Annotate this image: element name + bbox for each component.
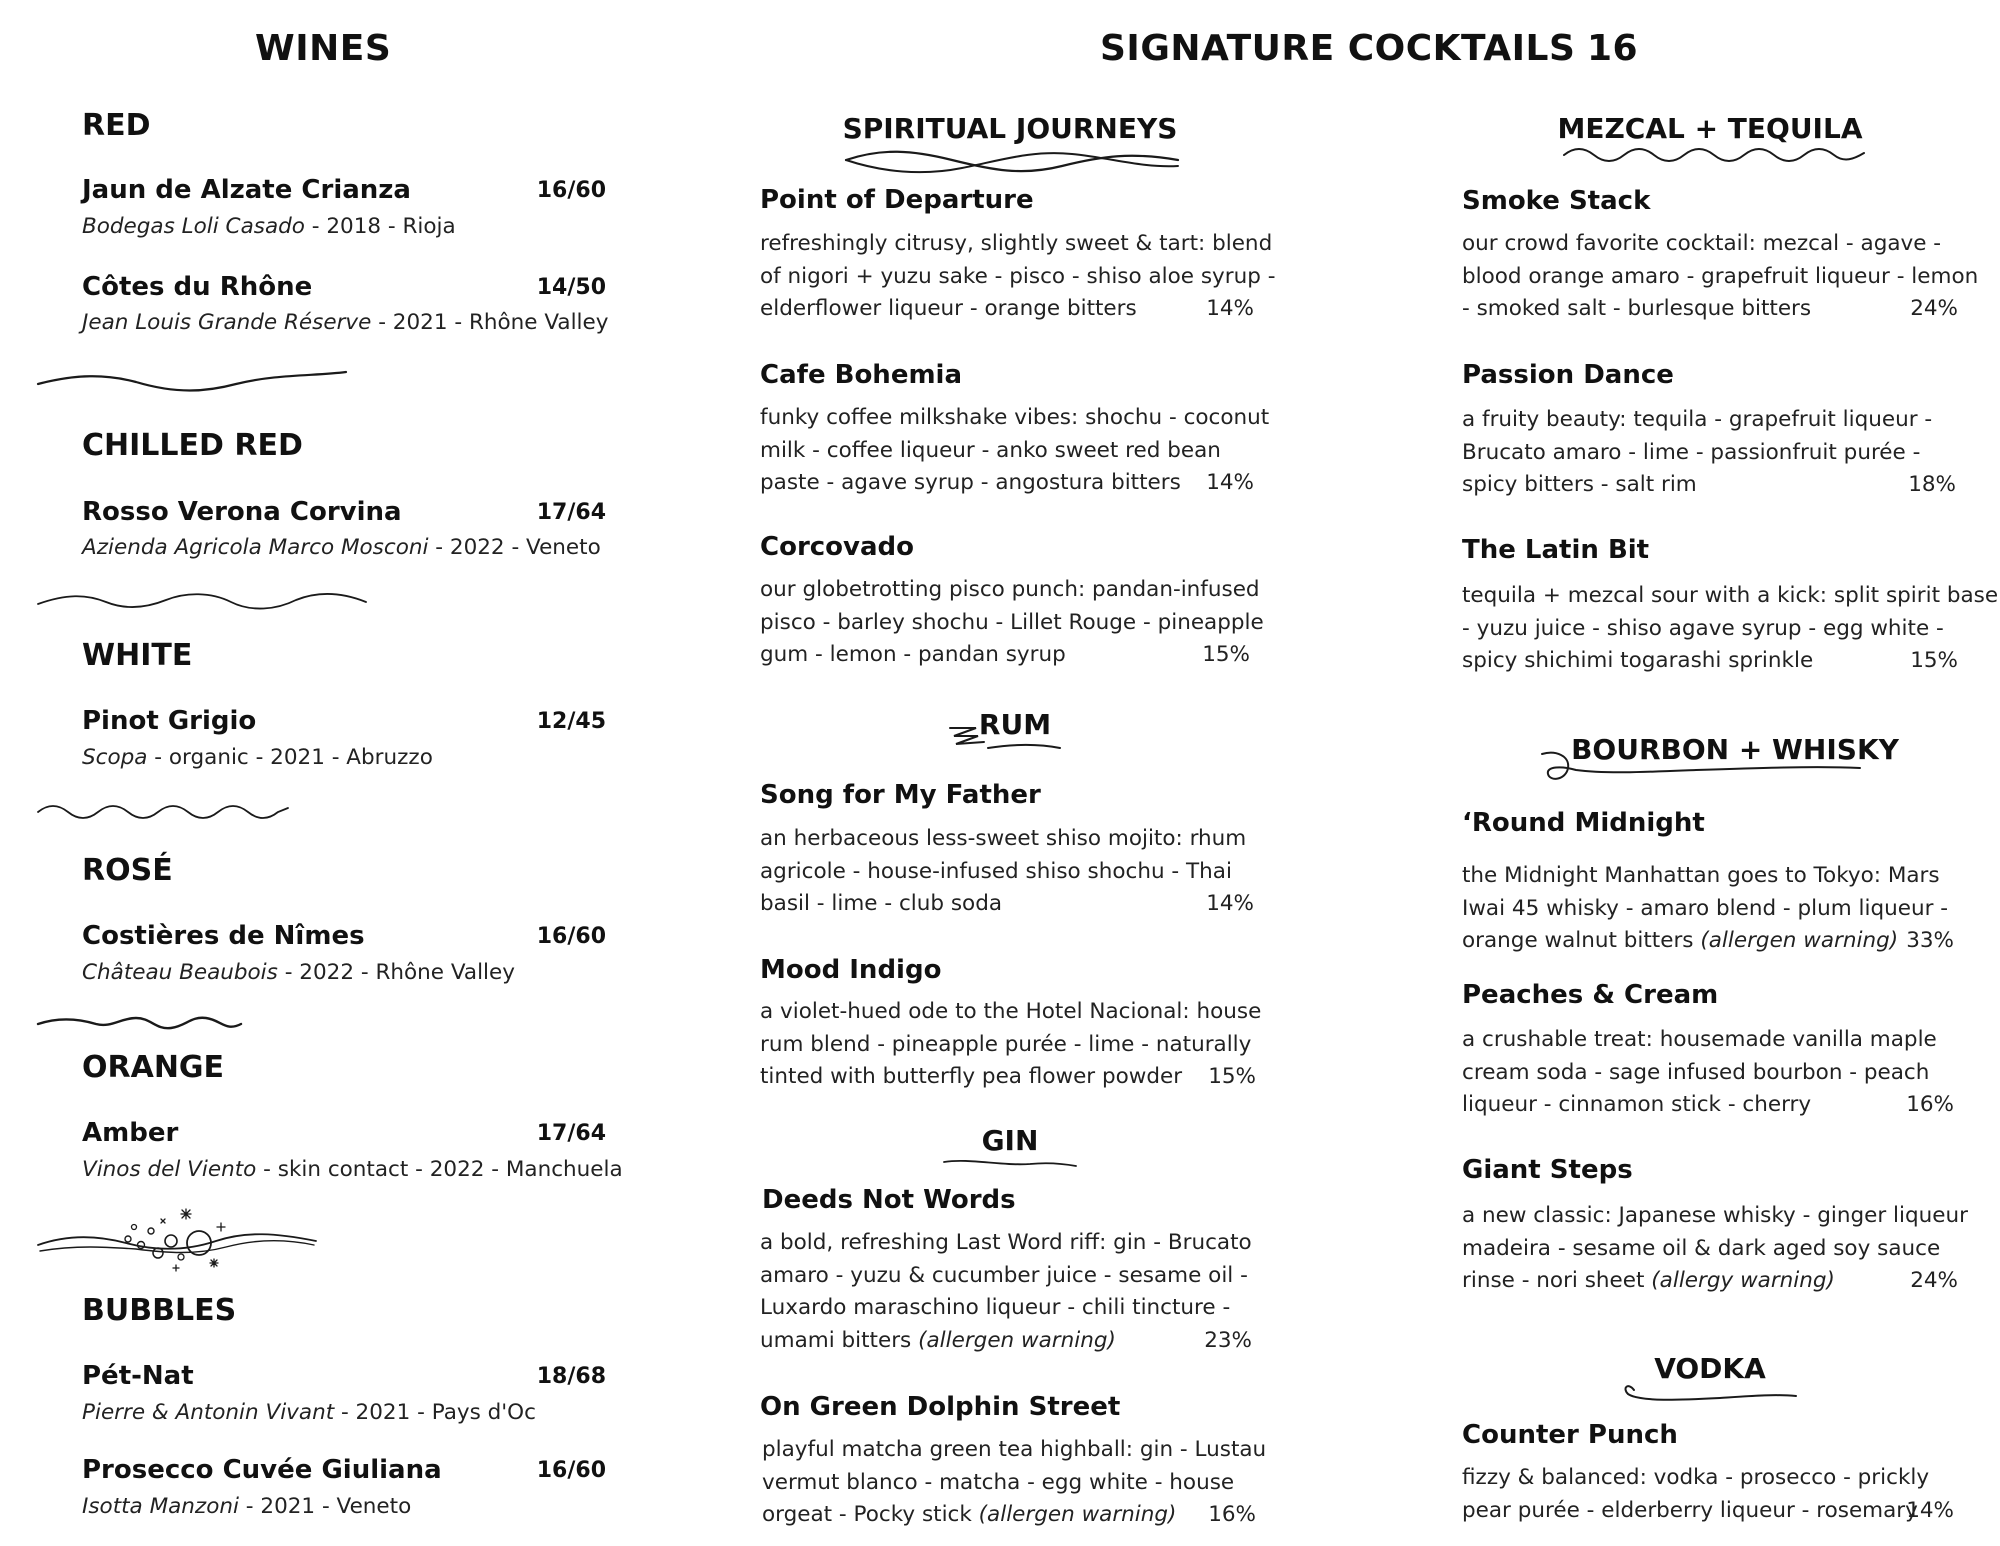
description-line-text: rinse - nori sheet — [1462, 1268, 1652, 1293]
wine-producer: Scopa — [82, 745, 148, 770]
description-line: pisco - barley shochu - Lillet Rouge - pineapple — [760, 609, 1264, 635]
allergen-note: (allergen warning) — [1700, 928, 1899, 953]
wine-details — [82, 745, 433, 770]
squiggle-divider — [36, 588, 376, 618]
wine-producer: Pierre & Antonin Vivant — [82, 1400, 335, 1425]
wave-underline — [940, 1156, 1080, 1172]
abv-percentage: 14% — [1206, 470, 1254, 495]
description-line: - yuzu juice - shiso agave syrup - egg white - — [1462, 615, 1944, 641]
wine-details — [82, 1400, 536, 1425]
wine-price: 16/60 — [536, 924, 606, 949]
abv-percentage: 33% — [1906, 928, 1954, 953]
section-heading-spiritual-journeys: SPIRITUAL JOURNEYS — [842, 112, 1178, 145]
description-line-text: - smoked salt - burlesque bitters — [1462, 296, 1812, 321]
abv-percentage: 24% — [1910, 1268, 1958, 1293]
wine-price: 12/45 — [536, 709, 606, 734]
wine-name: Costières de Nîmes — [82, 921, 365, 951]
wine-vintage-region: - 2021 - Veneto — [238, 1494, 412, 1519]
wine-vintage-region: - 2021 - Rhône Valley — [371, 310, 609, 335]
description-line — [1462, 293, 1958, 326]
squiggle-divider — [36, 800, 296, 824]
wine-details — [82, 535, 601, 560]
description-line: refreshingly citrusy, slightly sweet & tart: blend — [760, 231, 1273, 256]
abv-percentage: 23% — [1204, 1327, 1252, 1353]
description-line — [760, 639, 1250, 672]
wine-producer: Isotta Manzoni — [82, 1494, 239, 1519]
wine-producer: Jean Louis Grande Réserve — [82, 310, 372, 335]
description-line-text: liqueur - cinnamon stick - cherry — [1462, 1092, 1812, 1117]
description-line: amaro - yuzu & cucumber juice - sesame oil - — [760, 1262, 1248, 1288]
description-line: Luxardo maraschino liqueur - chili tincture - — [760, 1295, 1231, 1320]
description-line — [1462, 645, 1958, 678]
abv-percentage: 16% — [1208, 1502, 1256, 1527]
description-line — [1462, 1089, 1954, 1122]
cocktail-name: ‘Round Midnight — [1462, 808, 1705, 838]
abv-percentage: 16% — [1906, 1092, 1954, 1117]
description-line — [760, 888, 1254, 921]
wine-price: 17/64 — [536, 500, 606, 525]
swirl-underline — [1620, 1378, 1800, 1408]
description-line-text: orgeat - Pocky stick — [762, 1502, 979, 1527]
section-heading-mezcal-tequila: MEZCAL + TEQUILA — [1557, 112, 1863, 145]
description-line: a bold, refreshing Last Word riff: gin - Brucato — [760, 1230, 1252, 1255]
section-heading-vodka: VODKA — [1654, 1352, 1766, 1385]
bubbles-divider-illustration — [36, 1205, 326, 1275]
description-line: of nigori + yuzu sake - pisco - shiso aloe syrup - — [760, 263, 1276, 289]
allergen-note: (allergen warning) — [978, 1502, 1177, 1527]
description-line-text: elderflower liqueur - orange bitters — [760, 296, 1137, 321]
cocktail-description — [760, 402, 1270, 500]
wine-price: 16/60 — [536, 178, 606, 203]
description-line-text: orange walnut bitters — [1462, 928, 1701, 953]
description-line-text: basil - lime - club soda — [760, 891, 1003, 916]
description-line — [760, 293, 1254, 326]
abv-percentage: 14% — [1206, 296, 1254, 321]
description-line: a crushable treat: housemade vanilla maple — [1462, 1027, 1937, 1052]
description-line — [1462, 925, 1954, 958]
section-heading-bourbon-whisky: BOURBON + WHISKY — [1571, 733, 1899, 766]
cocktail-description — [1462, 1024, 1954, 1122]
cocktail-description — [1462, 580, 1999, 678]
wine-producer: Bodegas Loli Casado — [82, 214, 305, 239]
wine-vintage-region: - skin contact - 2022 - Manchuela — [256, 1157, 623, 1182]
wine-name: Amber — [82, 1118, 179, 1148]
description-line — [1462, 1265, 1958, 1298]
description-line: a new classic: Japanese whisky - ginger liqueur — [1462, 1203, 1968, 1228]
cocktail-name: Point of Departure — [760, 185, 1034, 215]
description-line: the Midnight Manhattan goes to Tokyo: Mars — [1462, 863, 1940, 888]
description-line-text: pear purée - elderberry liqueur - rosemary — [1462, 1497, 1918, 1523]
description-line: tequila + mezcal sour with a kick: split spirit base — [1462, 583, 1999, 608]
wine-details — [82, 310, 608, 335]
wine-category-orange: ORANGE — [82, 1050, 225, 1085]
description-line — [760, 1061, 1256, 1094]
cocktail-description — [1462, 860, 1954, 958]
description-line — [762, 1499, 1256, 1532]
cocktail-description — [760, 1227, 1252, 1357]
cocktail-name: Deeds Not Words — [762, 1185, 1016, 1215]
wine-details — [82, 214, 456, 239]
wine-details — [82, 1494, 411, 1519]
cocktail-description — [1462, 228, 1979, 326]
wine-producer: Azienda Agricola Marco Mosconi — [82, 535, 429, 560]
description-line — [1462, 1495, 1954, 1528]
wine-name: Rosso Verona Corvina — [82, 497, 402, 527]
abv-percentage: 15% — [1202, 642, 1250, 667]
wine-name: Prosecco Cuvée Giuliana — [82, 1455, 442, 1485]
description-line-text: tinted with butterfly pea flower powder — [760, 1064, 1183, 1089]
wine-vintage-region: - 2018 - Rioja — [304, 214, 456, 239]
description-line — [760, 467, 1254, 500]
wine-name: Pét-Nat — [82, 1361, 194, 1391]
description-line: agricole - house-infused shiso shochu - Thai — [760, 858, 1232, 884]
cocktail-name: Passion Dance — [1462, 360, 1674, 390]
wine-vintage-region: - organic - 2021 - Abruzzo — [147, 745, 433, 770]
cocktail-name: Peaches & Cream — [1462, 980, 1719, 1010]
abv-percentage: 15% — [1208, 1064, 1256, 1089]
cocktail-name: Counter Punch — [1462, 1420, 1678, 1450]
description-line-text: paste - agave syrup - angostura bitters — [760, 470, 1181, 495]
wine-details — [82, 960, 515, 985]
description-line-text: spicy bitters - salt rim — [1462, 472, 1697, 497]
squiggle-divider — [36, 368, 356, 398]
wines-title: WINES — [255, 28, 392, 69]
cocktails-price: 16 — [1587, 28, 1639, 69]
section-heading-gin: GIN — [981, 1124, 1039, 1157]
description-line: fizzy & balanced: vodka - prosecco - prickly — [1462, 1465, 1930, 1490]
cocktail-description — [760, 228, 1276, 326]
description-line-text: umami bitters — [760, 1327, 919, 1353]
wine-name: Côtes du Rhône — [82, 272, 313, 302]
wine-category-white: WHITE — [82, 638, 193, 673]
cocktails-title: SIGNATURE COCKTAILS — [1100, 28, 1576, 69]
wine-price: 17/64 — [536, 1121, 606, 1146]
description-line: cream soda - sage infused bourbon - peach — [1462, 1059, 1930, 1085]
wine-price: 14/50 — [536, 275, 606, 300]
cocktail-description — [1462, 1462, 1954, 1527]
swirl-underline — [1536, 748, 1866, 798]
wine-producer: Château Beaubois — [82, 960, 278, 985]
cocktail-description — [762, 1434, 1267, 1532]
abv-percentage: 24% — [1910, 296, 1958, 321]
wine-name: Jaun de Alzate Crianza — [82, 175, 411, 205]
description-line: our globetrotting pisco punch: pandan-infused — [760, 577, 1260, 602]
allergen-note: (allergen warning) — [918, 1327, 1116, 1353]
wine-category-red: RED — [82, 108, 151, 143]
cocktail-description — [760, 996, 1262, 1094]
wine-details — [82, 1157, 623, 1182]
wave-underline — [842, 146, 1182, 182]
description-line: playful matcha green tea highball: gin - Lustau — [762, 1437, 1267, 1462]
description-line-text: gum - lemon - pandan syrup — [760, 642, 1066, 667]
description-line: Brucato amaro - lime - passionfruit purée - — [1462, 439, 1921, 465]
description-line: milk - coffee liqueur - anko sweet red bean — [760, 437, 1221, 463]
cocktail-name: Song for My Father — [760, 780, 1041, 810]
description-line: a fruity beauty: tequila - grapefruit liqueur - — [1462, 407, 1933, 432]
description-line: rum blend - pineapple purée - lime - naturally — [760, 1031, 1252, 1057]
description-line: funky coffee milkshake vibes: shochu - coconut — [760, 405, 1270, 430]
wine-category-chilled-red: CHILLED RED — [82, 428, 303, 463]
abv-percentage: 18% — [1908, 472, 1956, 497]
wine-price: 16/60 — [536, 1458, 606, 1483]
wine-name: Pinot Grigio — [82, 706, 257, 736]
description-line: a violet-hued ode to the Hotel Nacional: house — [760, 999, 1262, 1024]
wine-vintage-region: - 2021 - Pays d'Oc — [334, 1400, 536, 1425]
wave-underline — [1560, 143, 1870, 165]
section-heading-rum: RUM — [978, 708, 1052, 741]
cocktail-name: Giant Steps — [1462, 1155, 1633, 1185]
wine-category-rose: ROSÉ — [82, 853, 173, 888]
description-line-text: spicy shichimi togarashi sprinkle — [1462, 648, 1814, 673]
abv-percentage: 14% — [1906, 1497, 1954, 1523]
wine-producer: Vinos del Viento — [82, 1157, 257, 1182]
abv-percentage: 14% — [1206, 891, 1254, 916]
squiggle-divider — [36, 1012, 246, 1036]
abv-percentage: 15% — [1910, 648, 1958, 673]
wine-vintage-region: - 2022 - Rhône Valley — [277, 960, 515, 985]
wine-vintage-region: - 2022 - Veneto — [428, 535, 601, 560]
cocktail-description — [760, 823, 1254, 921]
cocktail-name: On Green Dolphin Street — [760, 1392, 1121, 1422]
description-line: blood orange amaro - grapefruit liqueur - lemon — [1462, 263, 1979, 289]
wine-category-bubbles: BUBBLES — [82, 1293, 237, 1328]
cocktail-name: The Latin Bit — [1462, 535, 1650, 565]
cocktail-name: Mood Indigo — [760, 955, 942, 985]
description-line: our crowd favorite cocktail: mezcal - agave - — [1462, 231, 1942, 256]
description-line — [760, 1325, 1252, 1358]
description-line — [1462, 469, 1956, 502]
cocktail-name: Corcovado — [760, 532, 915, 562]
description-line: madeira - sesame oil & dark aged soy sauce — [1462, 1235, 1941, 1261]
description-line: an herbaceous less-sweet shiso mojito: rhum — [760, 826, 1247, 851]
cocktail-description — [1462, 404, 1956, 502]
cocktail-description — [760, 574, 1264, 672]
allergen-note: (allergy warning) — [1651, 1268, 1835, 1293]
description-line: Iwai 45 whisky - amaro blend - plum liqueur - — [1462, 895, 1949, 921]
cocktail-name: Smoke Stack — [1462, 186, 1651, 216]
description-line: vermut blanco - matcha - egg white - house — [762, 1469, 1235, 1495]
cocktail-description — [1462, 1200, 1968, 1298]
wine-price: 18/68 — [536, 1364, 606, 1389]
cocktail-name: Cafe Bohemia — [760, 360, 962, 390]
